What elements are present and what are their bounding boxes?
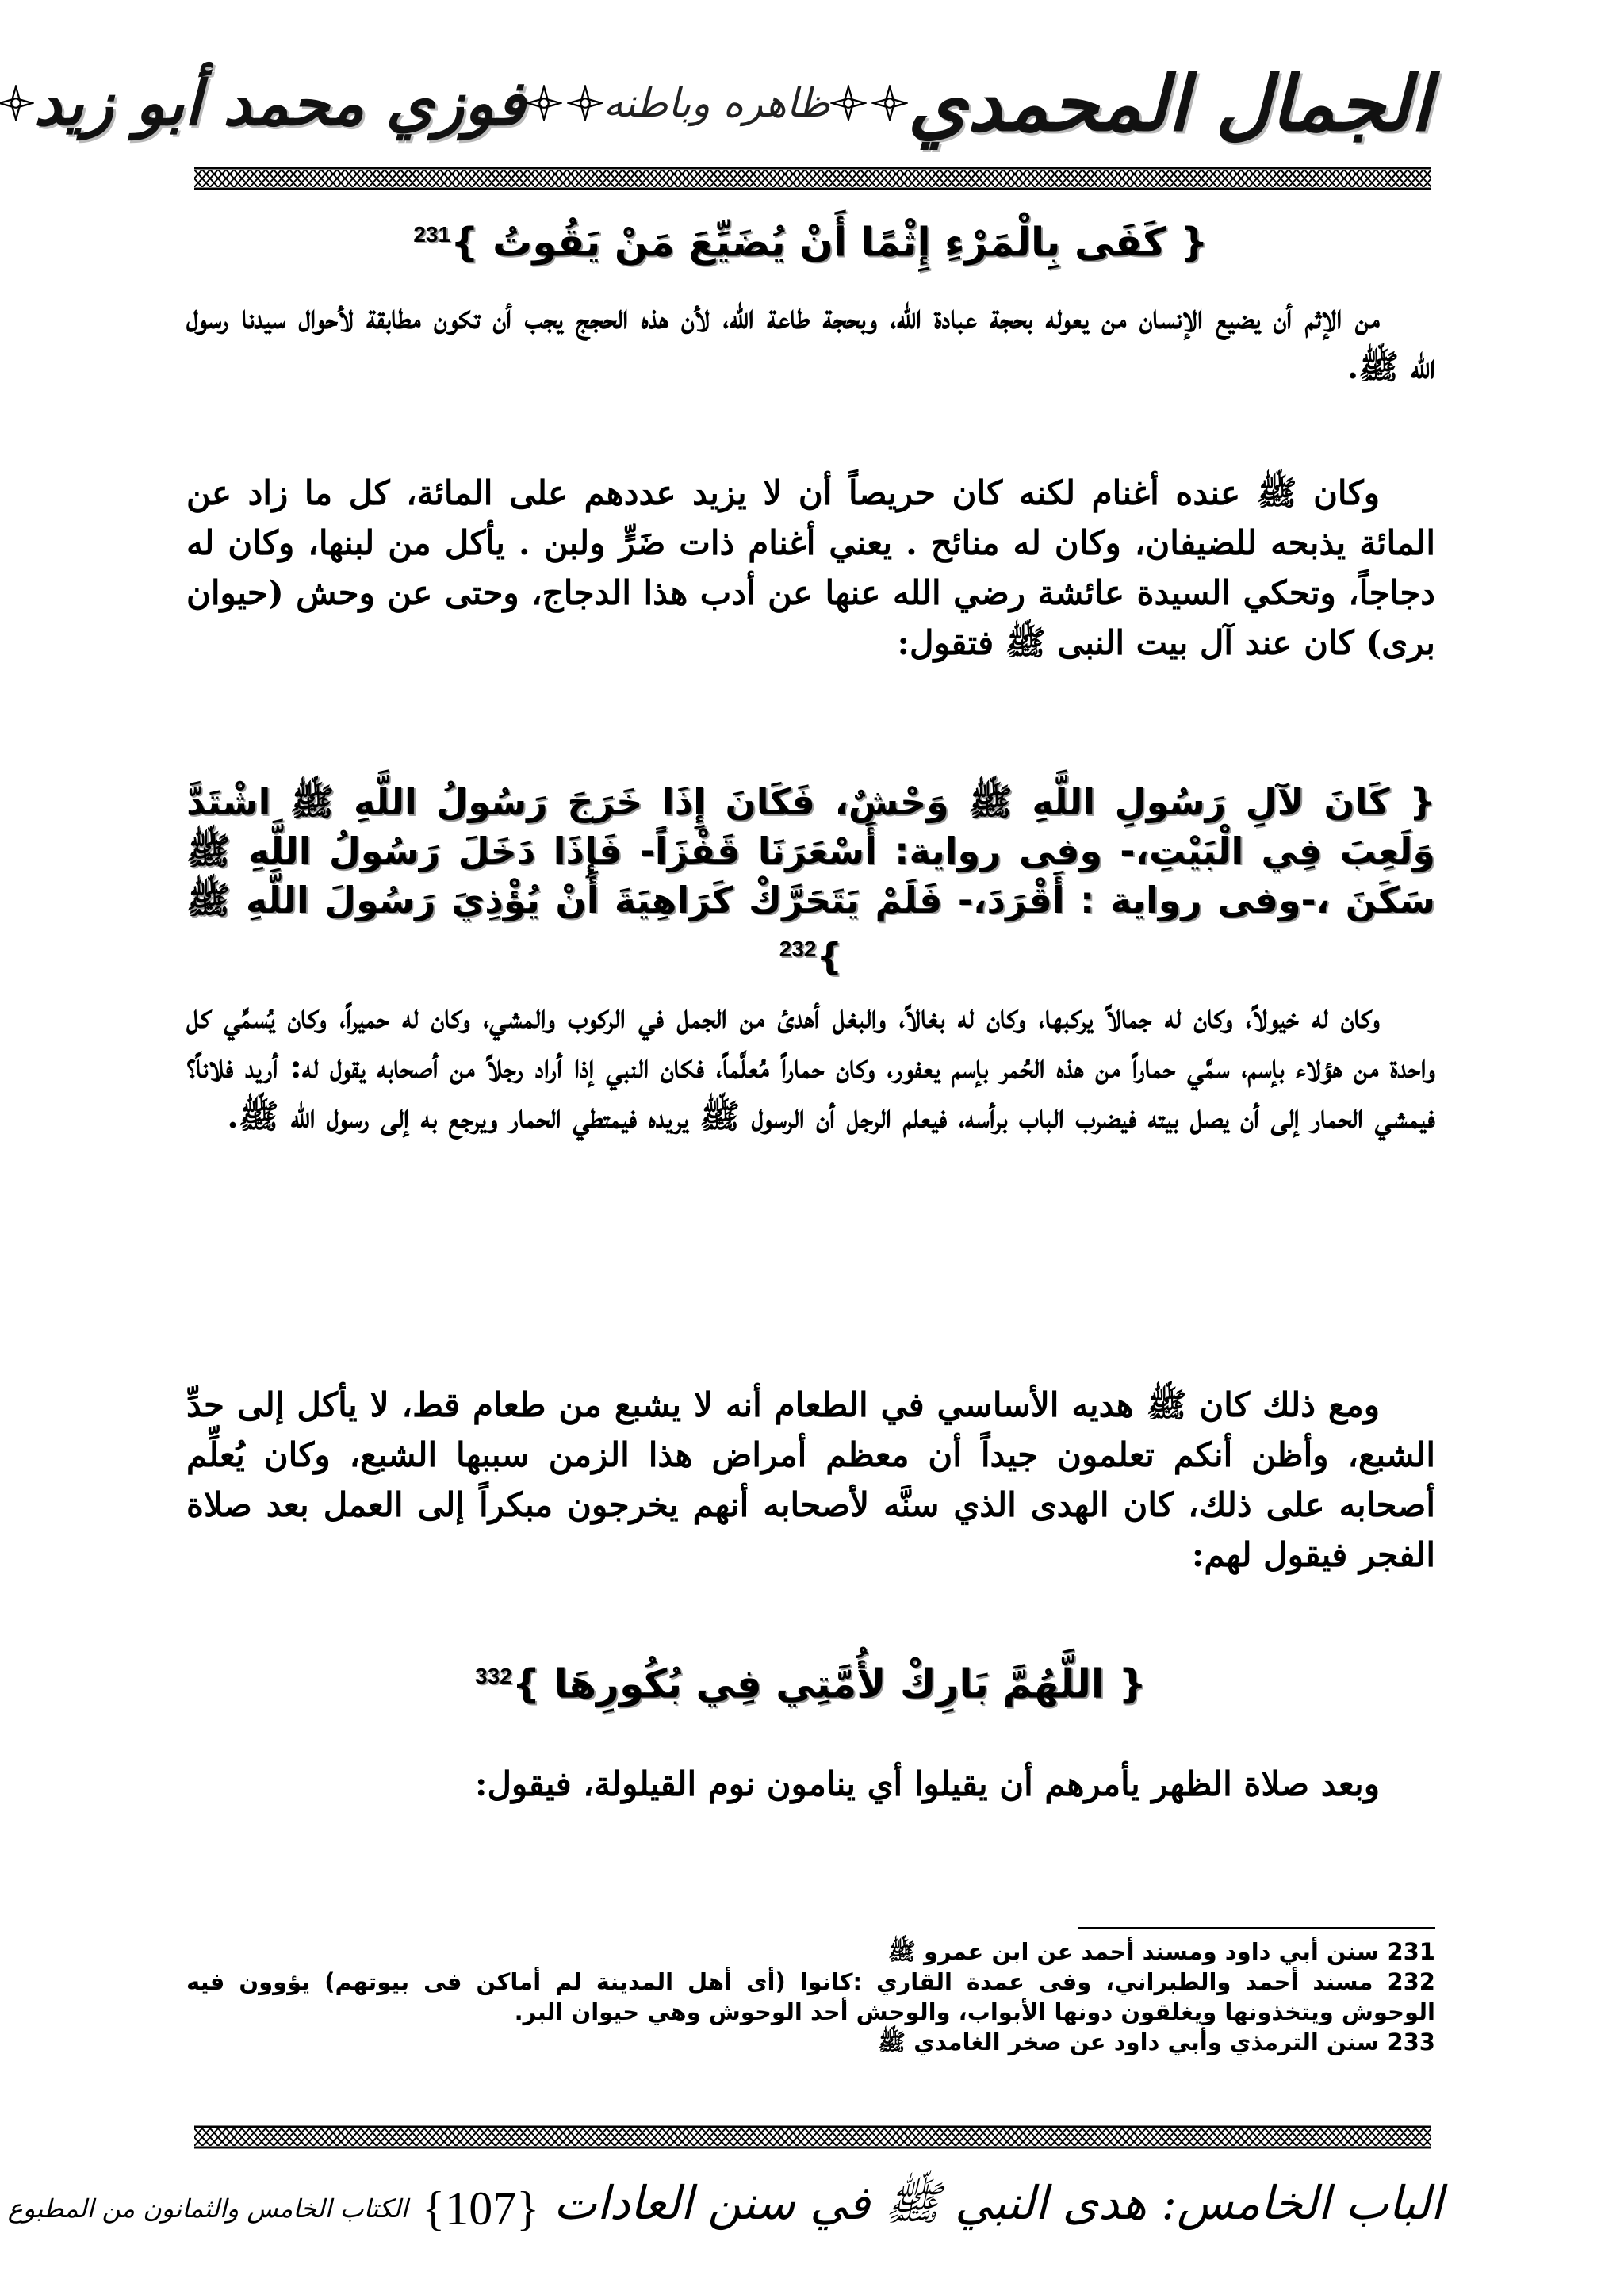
footnote-ref: 232 — [779, 937, 817, 961]
footnote-232: 232 مسند أحمد والطبراني، وفى عمدة القاري :كانوا (أى أهل المدينة لم أماكن فى بيوتهم) يؤوون فيه الوحوش ويتخذونها ويغلقون دونها الأبواب، والوحش أحد الوحوش وهي حيوان البر. — [186, 1968, 1435, 2025]
page-number: {107} — [422, 2182, 539, 2235]
header-ornament-middle — [526, 85, 603, 121]
verse-332 — [186, 1649, 1435, 1711]
ornament-star-icon — [567, 85, 603, 121]
paragraph-text: ومع ذلك كان ﷺ هديه الأساسي في الطعام أنه لا يشبع من طعام قط، لا يأكل إلى حدِّ الشبع، وأظن أنكم تعلمون جيداً أن معظم أمراض هذا الزمن سببها الشبع، وكان يُعلِّم أصحابه على ذلك، كان الهدى الذي سنَّه لأصحابه أنهم يخرجون مبكراً إلى العمل بعد صلاة الفجر فيقول لهم: — [186, 1385, 1435, 1574]
header-band — [33, 48, 1431, 159]
ornament-star-icon — [871, 85, 908, 121]
footnote-separator — [1078, 1927, 1435, 1929]
header-ornament-right — [830, 85, 908, 121]
book-title: الجمال المحمدي — [907, 58, 1431, 148]
verse-text: { كَفَى بِالْمَرْءِ إِثْمًا أَنْ يُضَيِّعَ مَنْ يَقُوتُ } — [450, 219, 1208, 266]
paragraph-4 — [186, 1380, 1435, 1580]
footnote-ref: 231 — [413, 222, 451, 247]
ornament-star-icon — [830, 85, 867, 121]
book-volume: الكتاب الخامس والثمانون من المطبوع — [7, 2193, 408, 2224]
page-header — [33, 48, 1431, 198]
paragraph-1 — [186, 292, 1435, 392]
paragraph-3 — [186, 991, 1435, 1141]
book-subtitle: ظاهره وباطنه — [603, 80, 830, 126]
hadith-text: { كَانَ لآلِ رَسُولِ اللَّهِ ﷺ وَحْشٌ، فَكَانَ إِذَا خَرَجَ رَسُولُ اللَّهِ ﷺ اشْتَدَّ وَلَعِبَ فِي الْبَيْتِ،- وفى رواية: أَسْعَرَنَا قَفْزَاً- فَإِذَا دَخَلَ رَسُولُ اللَّهِ ﷺ سَكَنَ ،-وفى رواية : أَقْرَدَ،- فَلَمْ يَتَحَرَّكْ كَرَاهِيَةَ أَنْ يُؤْذِيَ رَسُولَ اللَّهِ ﷺ } — [186, 780, 1435, 979]
paragraph-text: من الإثم أن يضيع الإنسان من يعوله بحجة عبادة الله، وبحجة طاعة الله، لأن هذه الحجج يجب أن تكون مطابقة لأحوال سيدنا رسول الله ﷺ. — [186, 297, 1435, 386]
header-ornament-left — [0, 85, 34, 121]
footnotes — [186, 1937, 1435, 2057]
ornament-star-icon — [526, 85, 562, 121]
hadith-232 — [186, 777, 1435, 981]
footer-chapter-group — [408, 2175, 1443, 2242]
page-footer — [7, 2173, 1443, 2244]
paragraph-5 — [186, 1759, 1435, 1809]
paragraph-text: وكان له خيولاً، وكان له جمالاً يركبها، وكان له بغالاً، والبغل أهدئ من الجمل في الركوب والمشي، وكان له حميراً، وكان يُسمِّي كل واحدة من هؤلاء بإسم، سمَّي حماراً من هذه الحُمر بإسم يعفور، وكان حماراً مُعلَّماً، فكان النبي إذا أراد رجلاً من أصحابه يقول له: أريد فلاناً؟ فيمشي الحمار إلى أن يصل بيته فيضرب الباب برأسه، فيعلم الرجل أن الرسول ﷺ يريده فيمتطي الحمار ويرجع به إلى رسول الله ﷺ. — [186, 997, 1435, 1136]
verse-text: { اللَّهُمَّ بَارِكْ لأُمَّتِي فِي بُكُورِهَا } — [511, 1661, 1147, 1707]
footnote-233: 233 سنن الترمذي وأبي داود عن صخر الغامدي ﷺ — [878, 2029, 1435, 2055]
footnote-231: 231 سنن أبي داود ومسند أحمد عن ابن عمرو ﷺ — [887, 1938, 1435, 1965]
footnote-ref: 332 — [475, 1664, 512, 1688]
author-name: فوزي محمد أبو زيد — [33, 67, 526, 140]
paragraph-text: وبعد صلاة الظهر يأمرهم أن يقيلوا أي ينامون نوم القيلولة، فيقول: — [474, 1764, 1380, 1803]
header-divider — [194, 167, 1431, 190]
footer-divider — [194, 2125, 1431, 2149]
chapter-title: الباب الخامس: هدى النبي ﷺ في سنن العادات — [553, 2176, 1443, 2230]
paragraph-text: وكان ﷺ عنده أغنام لكنه كان حريصاً أن لا يزيد عددهم على المائة، كل ما زاد عن المائة يذبحه للضيفان، وكان له منائح . يعني أغنام ذات ضَرٍّ ولبن . يأكل من لبنها، وكان له دجاجاً، وتحكي السيدة عائشة رضي الله عنها عن أدب هذا الدجاج، وحتى عن وحش (حيوان برى) كان عند آل بيت النبى ﷺ فتقول: — [186, 473, 1435, 662]
paragraph-2 — [186, 468, 1435, 668]
verse-231 — [186, 208, 1435, 270]
ornament-star-icon — [0, 85, 34, 121]
